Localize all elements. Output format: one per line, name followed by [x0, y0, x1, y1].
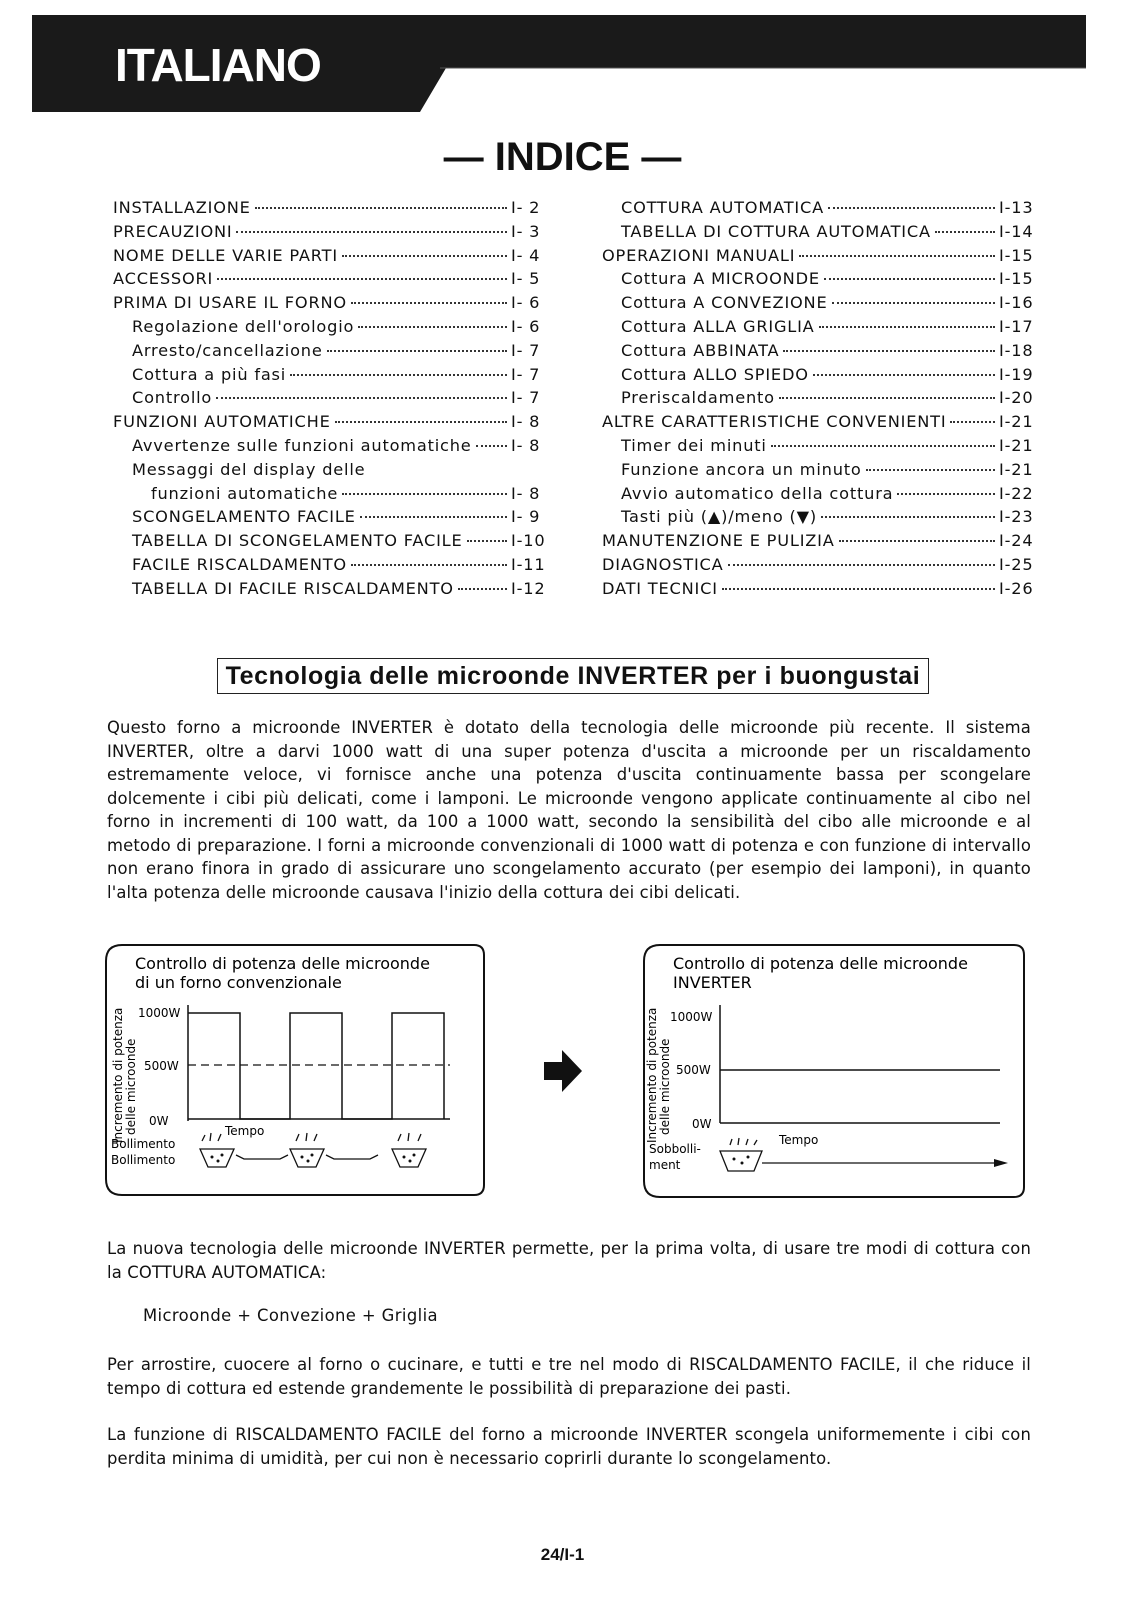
toc-entry-label: Messaggi del display delle: [132, 459, 366, 479]
left-y-axis-label-1: Incremento di potenza: [111, 1007, 125, 1143]
toc-entry-page: I-21: [999, 435, 1034, 455]
toc-entry-page: I- 3: [511, 221, 541, 241]
toc-leader-dots: [467, 540, 507, 542]
toc-entry: [602, 531, 1035, 555]
right-tick-1000w: 1000W: [670, 1010, 713, 1024]
toc-entry-page: I-10: [511, 531, 546, 551]
toc-leader-dots: [360, 516, 507, 518]
toc-leader-dots: [813, 374, 995, 376]
toc-entry-label: Cottura ALLO SPIEDO: [621, 364, 809, 384]
toc-leader-dots: [351, 302, 507, 304]
toc-entry-label: ALTRE CARATTERISTICHE CONVENIENTI: [602, 412, 947, 432]
toc-entry-page: I-15: [999, 269, 1034, 289]
left-tick-1000w: 1000W: [138, 1006, 181, 1020]
toc-leader-dots: [358, 326, 507, 328]
toc-leader-dots: [839, 540, 995, 542]
toc-entry-page: I-18: [999, 340, 1034, 360]
left-bottom-label-1: Bollimento: [111, 1137, 176, 1151]
toc-entry: [602, 269, 1035, 293]
right-diagram-title-2: INVERTER: [673, 973, 752, 992]
toc-entry-page: I-26: [999, 578, 1034, 598]
toc-entry: [113, 555, 547, 579]
conventional-power-diagram: [104, 943, 488, 1203]
toc-entry: [602, 365, 1035, 389]
toc-entry: [113, 388, 547, 412]
toc-entry-label: Controllo: [132, 388, 213, 408]
toc-entry: [113, 317, 547, 341]
toc-entry-label: FACILE RISCALDAMENTO: [132, 554, 347, 574]
toc-entry: [113, 412, 547, 436]
language-title: ITALIANO: [115, 39, 321, 91]
toc-entry: [113, 507, 547, 531]
toc-entry-page: I- 7: [511, 364, 541, 384]
left-x-axis-label: Tempo: [225, 1124, 265, 1138]
toc-entry: [602, 388, 1035, 412]
toc-leader-dots: [771, 445, 995, 447]
toc-entry-page: I-12: [511, 578, 546, 598]
toc-entry-page: I-11: [511, 554, 546, 574]
toc-entry-label: Avvertenze sulle funzioni automatiche: [132, 435, 472, 455]
toc-entry-label: DATI TECNICI: [602, 578, 718, 598]
toc-entry: [113, 436, 547, 460]
toc-entry-page: I-15: [999, 245, 1034, 265]
toc-entry-label: Timer dei minuti: [621, 435, 767, 455]
toc-entry-page: I-22: [999, 483, 1034, 503]
right-tick-500w: 500W: [676, 1063, 711, 1077]
left-pot-icons: [200, 1133, 426, 1167]
toc-entry-page: I- 8: [511, 412, 541, 432]
toc-leader-dots: [783, 350, 995, 352]
toc-right-column: [602, 198, 1035, 603]
toc-leader-dots: [327, 350, 507, 352]
right-arrow-icon: [540, 1048, 586, 1098]
toc-entry: [113, 198, 547, 222]
right-diagram-title-1: Controllo di potenza delle microonde: [673, 954, 968, 973]
toc-entry: [602, 507, 1035, 531]
toc-entry-label: FUNZIONI AUTOMATICHE: [113, 412, 331, 432]
left-diagram-title-2: di un forno convenzionale: [135, 973, 342, 992]
toc-leader-dots: [950, 421, 995, 423]
toc-entry-page: I-16: [999, 293, 1034, 313]
toc-entry-label: Funzione ancora un minuto: [621, 459, 862, 479]
left-bottom-label-2: Bollimento: [111, 1153, 176, 1167]
toc-entry-page: I- 8: [511, 435, 541, 455]
toc-entry-page: I-20: [999, 388, 1034, 408]
toc-leader-dots: [935, 231, 995, 233]
toc-entry-label: Cottura a più fasi: [132, 364, 287, 384]
toc-leader-dots: [351, 564, 507, 566]
cooking-modes-formula: Microonde + Convezione + Griglia: [143, 1306, 438, 1325]
toc-entry-page: I-19: [999, 364, 1034, 384]
toc-entry-page: I- 6: [511, 293, 541, 313]
toc-entry-label: Avvio automatico della cottura: [621, 483, 894, 503]
toc-entry-page: I- 5: [511, 269, 541, 289]
toc-entry-page: I-24: [999, 531, 1034, 551]
toc-leader-dots: [255, 207, 507, 209]
toc-entry: [113, 484, 547, 508]
toc-entry: [113, 579, 547, 603]
toc-leader-dots: [866, 469, 995, 471]
toc-entry-label: MANUTENZIONE E PULIZIA: [602, 531, 835, 551]
toc-entry-label: COTTURA AUTOMATICA: [621, 198, 824, 217]
toc-entry-label: TABELLA DI FACILE RISCALDAMENTO: [132, 578, 454, 598]
toc-leader-dots: [728, 564, 995, 566]
toc-entry-page: I-23: [999, 507, 1034, 527]
toc-entry-page: I-13: [999, 198, 1034, 217]
right-tick-0w: 0W: [692, 1117, 712, 1131]
right-bottom-label-1: Sobbolli-: [649, 1142, 701, 1156]
toc-entry-page: I- 6: [511, 316, 541, 336]
toc-entry-page: I- 2: [511, 198, 541, 217]
toc-entry-label: DIAGNOSTICA: [602, 554, 724, 574]
toc-entry: [602, 317, 1035, 341]
toc-leader-dots: [342, 493, 507, 495]
toc-entry-label: Arresto/cancellazione: [132, 340, 323, 360]
toc-entry: [602, 246, 1035, 270]
toc-leader-dots: [832, 302, 996, 304]
toc-entry: [602, 460, 1035, 484]
toc-leader-dots: [335, 421, 507, 423]
toc-entry: [113, 341, 547, 365]
left-tick-0w: 0W: [149, 1114, 169, 1128]
toc-entry: [602, 484, 1035, 508]
language-banner: [0, 0, 1125, 116]
left-tick-500w: 500W: [144, 1059, 179, 1073]
toc-entry: [602, 555, 1035, 579]
toc-entry: [602, 436, 1035, 460]
toc-entry: [113, 269, 547, 293]
toc-leader-dots: [342, 255, 507, 257]
section-title: Tecnologia delle microonde INVERTER per i buongustai: [217, 658, 929, 694]
toc-entry: [602, 579, 1035, 603]
toc-entry: [113, 365, 547, 389]
toc-entry: [113, 293, 547, 317]
toc-leader-dots: [722, 588, 995, 590]
toc-entry-page: I- 8: [511, 483, 541, 503]
right-y-axis-label-2: delle microonde: [658, 1038, 672, 1135]
page-number: 24/I-1: [540, 1545, 585, 1564]
toc-entry-label: PRECAUZIONI: [113, 221, 233, 241]
toc-entry-label: Tasti più (▲)/meno (▼): [621, 507, 817, 527]
toc-entry: [602, 222, 1035, 246]
toc-entry-label: Cottura A CONVEZIONE: [621, 293, 828, 313]
toc-entry: [602, 341, 1035, 365]
toc-entry-label: Cottura ALLA GRIGLIA: [621, 316, 815, 336]
paragraph-4: La funzione di RISCALDAMENTO FACILE del forno a microonde INVERTER scongela uniformemente i cibi con perdita minima di umidità, per cui non è necessario coprirli durante lo scongelamento.: [107, 1425, 1031, 1468]
toc-entry-page: I-14: [999, 221, 1034, 241]
toc-entry-page: I- 7: [511, 388, 541, 408]
toc-entry-label: PRIMA DI USARE IL FORNO: [113, 293, 347, 313]
toc-entry-label: NOME DELLE VARIE PARTI: [113, 245, 338, 265]
toc-leader-dots: [216, 397, 507, 399]
toc-entry: [602, 293, 1035, 317]
toc-entry: [602, 198, 1035, 222]
toc-entry: [602, 412, 1035, 436]
toc-entry: [113, 531, 547, 555]
right-bottom-label-2: ment: [649, 1158, 681, 1172]
toc-left-column: [113, 198, 547, 603]
toc-entry-label: SCONGELAMENTO FACILE: [132, 507, 356, 527]
toc-leader-dots: [819, 326, 995, 328]
toc-entry-label: TABELLA DI COTTURA AUTOMATICA: [621, 221, 931, 241]
paragraph-2: La nuova tecnologia delle microonde INVERTER permette, per la prima volta, di usare tre modi di cottura con la COTTURA AUTOMATICA:: [107, 1239, 1031, 1282]
toc-leader-dots: [779, 397, 995, 399]
right-x-axis-label: Tempo: [779, 1133, 819, 1147]
toc-leader-dots: [897, 493, 995, 495]
right-y-axis-label-1: Incremento di potenza: [645, 1007, 659, 1143]
toc-entry-label: OPERAZIONI MANUALI: [602, 245, 796, 265]
toc-entry: [113, 246, 547, 270]
toc-entry: [113, 222, 547, 246]
toc-entry-label: INSTALLAZIONE: [113, 198, 251, 217]
toc-leader-dots: [476, 445, 507, 447]
toc-entry-page: I- 9: [511, 507, 541, 527]
toc-leader-dots: [821, 516, 995, 518]
left-diagram-title-1: Controllo di potenza delle microonde: [135, 954, 430, 973]
toc-entry-label: ACCESSORI: [113, 269, 214, 289]
toc-entry-label: TABELLA DI SCONGELAMENTO FACILE: [132, 531, 463, 551]
toc-entry-label: Cottura A MICROONDE: [621, 269, 820, 289]
toc-entry-label: funzioni automatiche: [151, 483, 339, 503]
toc-entry-label: Regolazione dell'orologio: [132, 316, 355, 336]
toc-entry-page: I- 7: [511, 340, 541, 360]
right-pot-icon: [720, 1138, 1002, 1171]
toc-entry: [113, 460, 547, 484]
toc-leader-dots: [290, 374, 507, 376]
toc-leader-dots: [828, 207, 995, 209]
inverter-power-diagram: [642, 943, 1028, 1205]
intro-paragraph: Questo forno a microonde INVERTER è dotato della tecnologia delle microonde più recente. Il sistema INVERTER, oltre a darvi 1000 watt di una super potenza d'uscita a microonde per un riscaldamento estremamente veloce, vi fornisce anche una potenza d'uscita continuamente bassa per scongelare dolcemente i cibi più delicati, come i lamponi. Le microonde vengono applicate continuamente al cibo nel forno in incrementi di 100 watt, da 100 a 1000 watt, secondo la sensibilità del cibo alle microonde e al metodo di preparazione. I forni a microonde convenzionali di 1000 watt di potenza e con funzione di intervallo non erano finora in grado di assicurare uno scongelamento accurato (per esempio dei lamponi), in quanto l'alta potenza delle microonde causava l'inizio della cottura dei cibi delicati.: [107, 718, 1031, 902]
toc-leader-dots: [824, 278, 995, 280]
toc-leader-dots: [799, 255, 995, 257]
paragraph-3: Per arrostire, cuocere al forno o cucinare, e tutti e tre nel modo di RISCALDAMENTO FACILE, il che riduce il tempo di cottura ed estende grandemente le possibilità di preparazione dei pasti.: [107, 1355, 1031, 1398]
toc-entry-label: Cottura ABBINATA: [621, 340, 780, 360]
toc-entry-page: I- 4: [511, 245, 541, 265]
toc-entry-page: I-21: [999, 459, 1034, 479]
toc-entry-page: I-21: [999, 412, 1034, 432]
left-y-axis-label-2: delle microonde: [124, 1038, 138, 1135]
toc-leader-dots: [217, 278, 507, 280]
toc-leader-dots: [236, 231, 507, 233]
toc-leader-dots: [458, 588, 507, 590]
toc-entry-label: Preriscaldamento: [621, 388, 775, 408]
toc-title: — INDICE —: [443, 135, 682, 179]
toc-entry-page: I-17: [999, 316, 1034, 336]
toc-entry-page: I-25: [999, 554, 1034, 574]
